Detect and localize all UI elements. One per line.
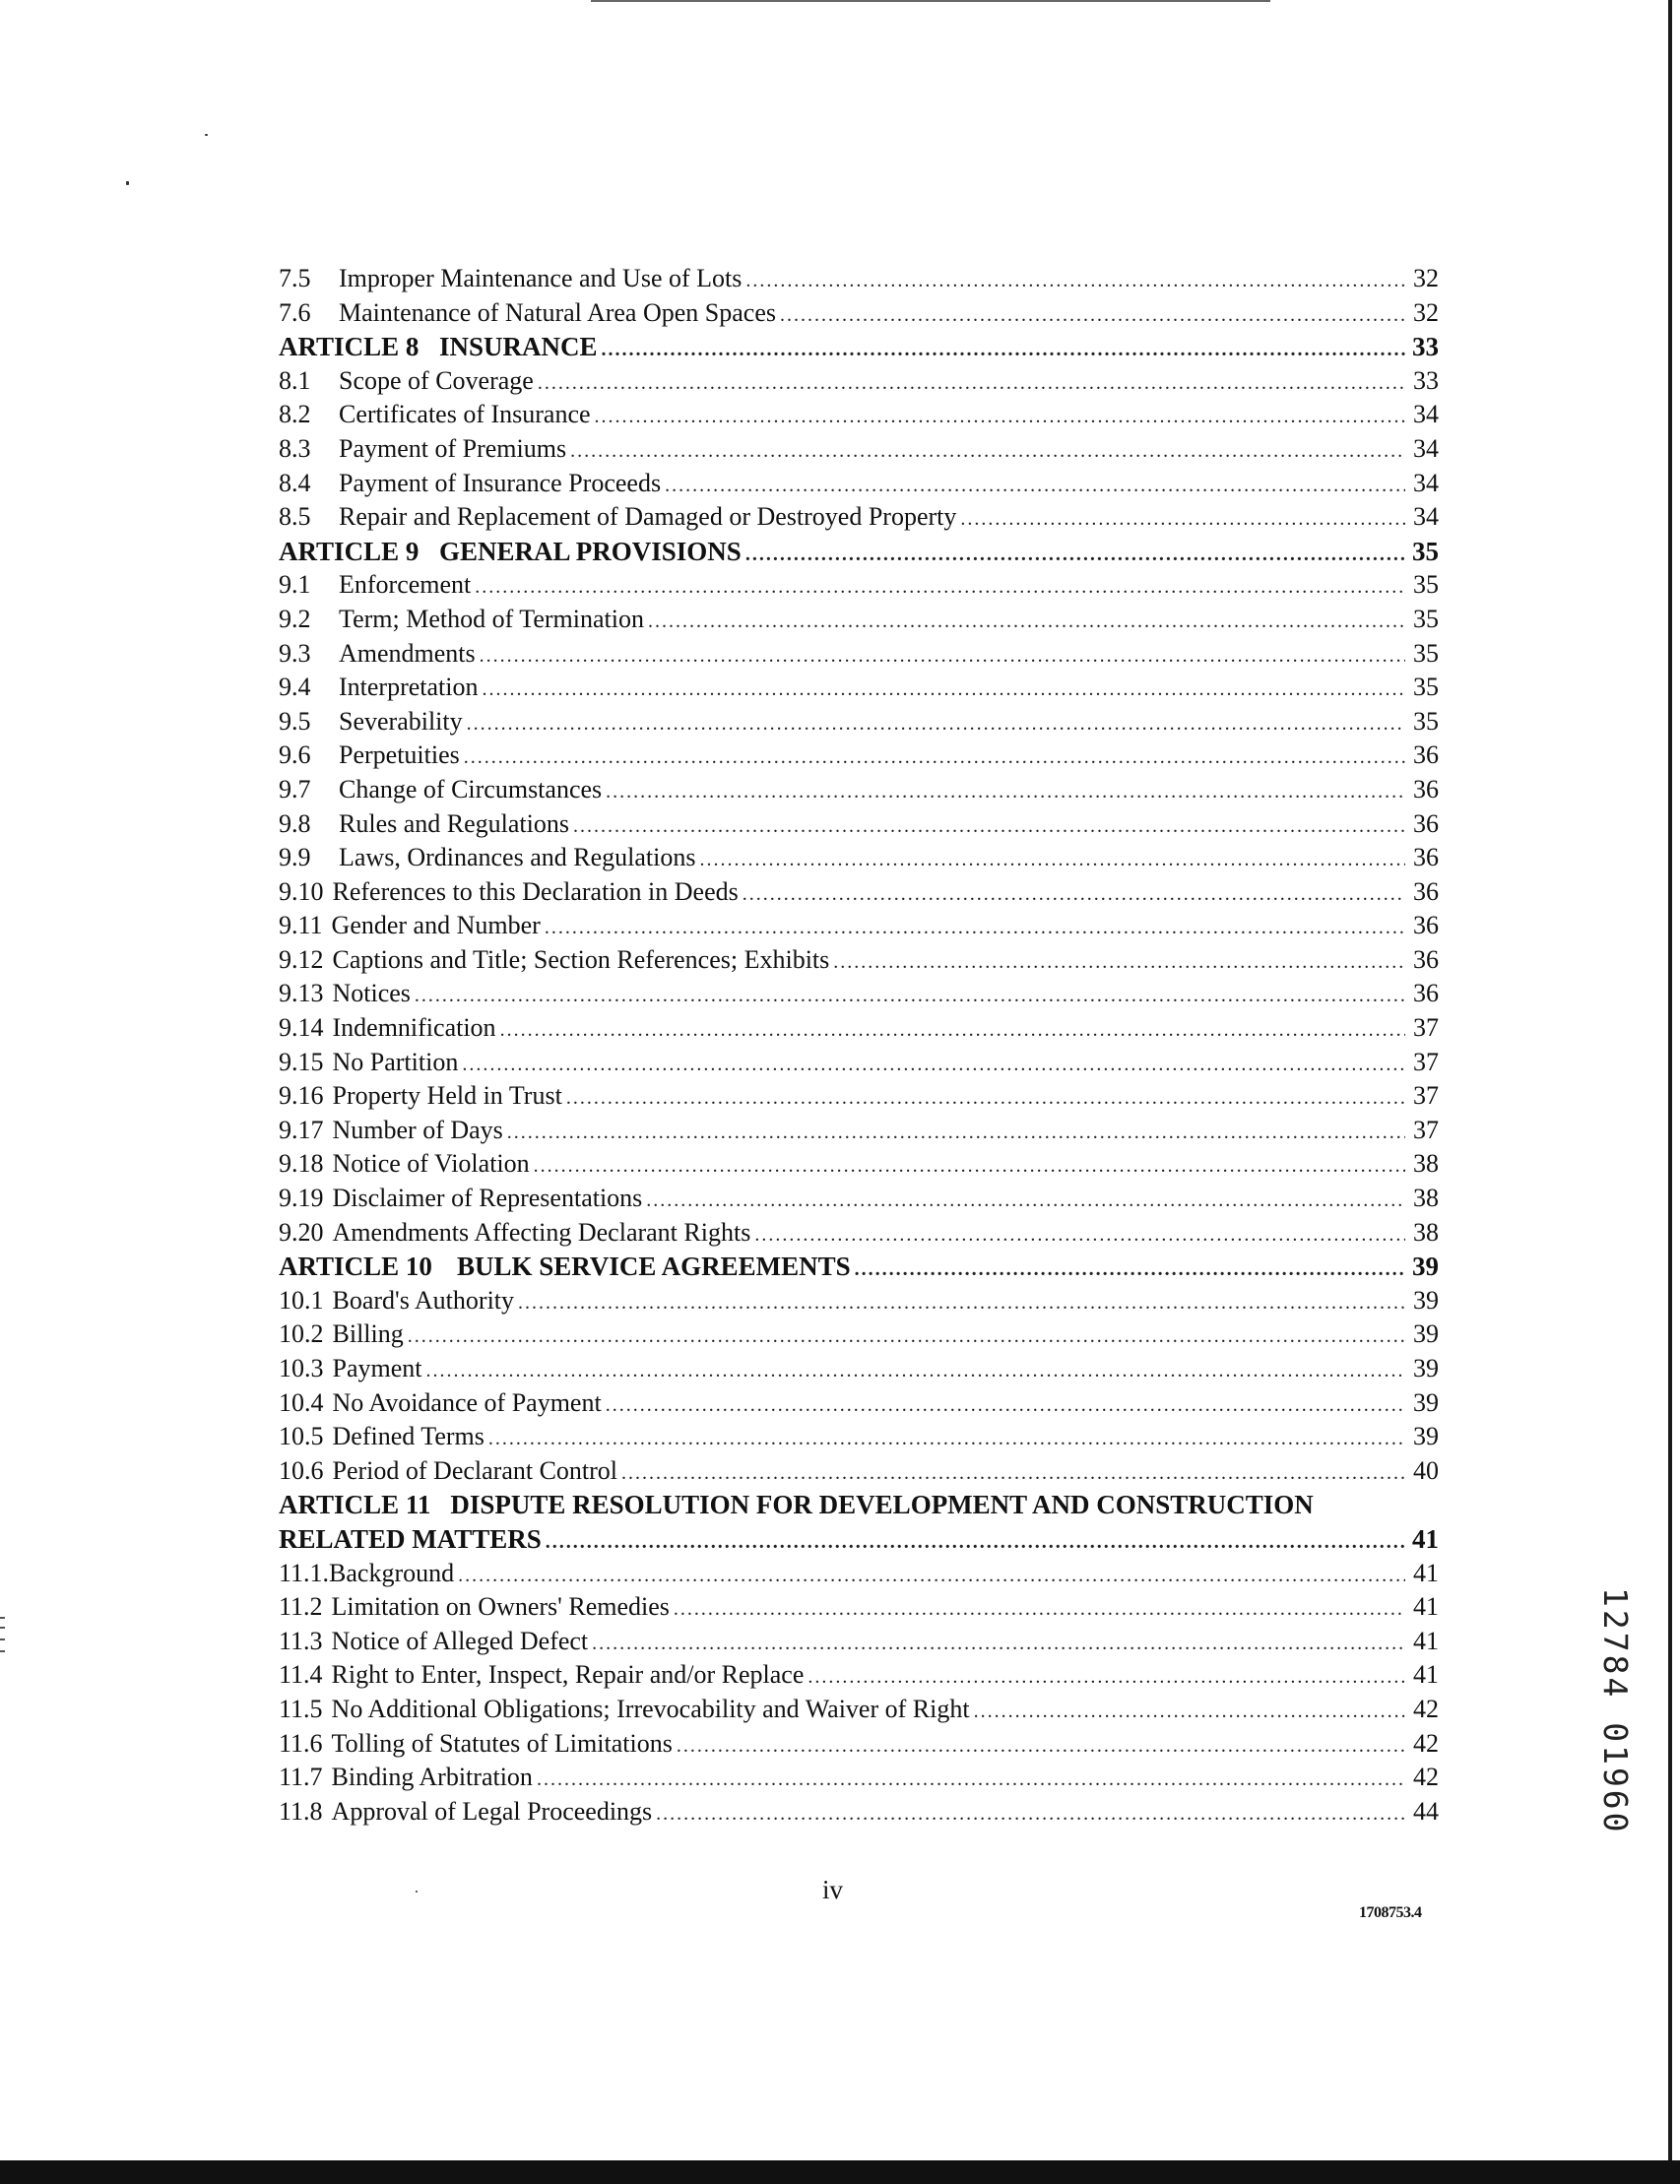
dot-leader [808,1660,1405,1695]
margin-stamp-text: 12784 01960 [1596,1587,1635,1835]
toc-entry-title: Defined Terms [332,1422,485,1451]
toc-entry [279,1216,1439,1251]
dot-leader [745,538,1405,572]
toc-entry-number: 9.11 [279,911,323,940]
toc-entry [279,1557,1439,1591]
scan-right-edge [1668,0,1672,2184]
dot-leader [483,673,1406,707]
toc-entry [279,467,1439,501]
toc-entry-page: 38 [1413,1184,1439,1213]
toc-entry-title: Term; Method of Termination [339,604,644,633]
dot-leader [426,1354,1406,1388]
toc-entry-page: 41 [1413,1592,1439,1622]
toc-entry [279,1454,1439,1489]
toc-entry-page: 33 [1413,365,1439,395]
dot-leader [538,366,1405,401]
toc-entry-number: 7.6 [279,297,311,327]
dot-leader [855,1253,1405,1287]
toc-entry-number: 9.19 [279,1184,324,1213]
toc-entry [279,1147,1439,1182]
dot-leader [592,1627,1405,1661]
toc-entry-title: Amendments Affecting Declarant Rights [332,1217,751,1247]
toc-entry-title: References to this Declaration in Deeds [332,876,739,906]
dot-leader [960,502,1405,537]
toc-entry-title: Gender and Number [331,911,541,940]
dot-leader [500,1013,1405,1048]
toc-article-title-continued: RELATED MATTERS [279,1523,542,1554]
toc-entry-title: Indemnification [332,1013,496,1043]
toc-article-heading [279,1250,1439,1284]
toc-entry [279,568,1439,603]
toc-entry [279,841,1439,875]
toc-entry [279,705,1439,739]
toc-article-title: DISPUTE RESOLUTION FOR DEVELOPMENT AND CONSTRUCTION [450,1490,1314,1520]
toc-entry [279,1317,1439,1352]
toc-entry-number: 9.14 [279,1013,324,1043]
toc-entry [279,1386,1439,1421]
dot-leader [780,298,1405,333]
toc-article-heading [279,535,1439,569]
toc-entry-page: 38 [1413,1217,1439,1247]
toc-entry-title: Right to Enter, Inspect, Repair and/or Replace [331,1660,805,1690]
toc-entry-title: Enforcement [339,570,472,600]
toc-entry-page: 36 [1413,774,1439,803]
toc-entry-page: 37 [1413,1047,1439,1076]
toc-entry-page: 32 [1413,264,1439,292]
toc-entry [279,1625,1439,1659]
toc-article-heading [279,330,1439,364]
toc-article-title: INSURANCE [439,332,598,362]
toc-article-number: ARTICLE 11 [279,1490,431,1520]
toc-entry-number: 11.7 [279,1763,323,1792]
toc-article-number: ARTICLE 8 [279,332,420,362]
toc-entry-title: No Additional Obligations; Irrevocability and Waiver of Right [331,1694,970,1723]
toc-entry [279,671,1439,705]
toc-entry-number: 9.1 [279,570,311,600]
toc-entry-page: 42 [1413,1763,1439,1792]
toc-entry-page: 38 [1413,1149,1439,1179]
dot-leader [974,1695,1405,1729]
toc-entry-number: 11.8 [279,1796,323,1826]
toc-article-page: 35 [1412,536,1439,566]
toc-entry-number: 7.5 [279,264,311,292]
toc-entry-title: Amendments [339,638,476,668]
toc-entry-number: 10.5 [279,1422,324,1451]
toc-article-title: BULK SERVICE AGREEMENTS [457,1252,851,1282]
dot-leader [754,1218,1405,1253]
toc-entry-title: Property Held in Trust [332,1081,562,1111]
toc-entry-page: 41 [1413,1660,1439,1690]
toc-entry-page: 34 [1413,502,1439,532]
toc-entry-page: 36 [1413,979,1439,1008]
dot-leader [467,707,1405,741]
toc-entry-title: No Avoidance of Payment [332,1387,602,1417]
toc-entry-page: 39 [1413,1387,1439,1417]
toc-entry-number: 9.18 [279,1149,324,1179]
toc-entry-number: 10.2 [279,1319,324,1349]
scan-top-edge [591,0,1270,2]
toc-entry-title: Notice of Violation [332,1149,530,1179]
toc-entry-title: Binding Arbitration [331,1763,533,1792]
toc-entry [279,296,1439,331]
toc-entry-number: 11.2 [279,1592,323,1622]
toc-entry [279,773,1439,807]
toc-article-page: 41 [1412,1523,1439,1554]
toc-entry-number: 8.3 [279,433,311,463]
scan-margin-mark [0,1617,5,1619]
scan-speck [126,181,129,185]
scan-bottom-edge [0,2160,1680,2184]
toc-entry-page: 40 [1413,1455,1439,1485]
toc-entry-page: 37 [1413,1081,1439,1111]
toc-entry [279,977,1439,1011]
toc-entry [279,1761,1439,1795]
toc-entry-number: 9.7 [279,774,311,803]
toc-entry-page: 39 [1413,1422,1439,1451]
toc-entry-title: Laws, Ordinances and Regulations [339,843,696,872]
toc-entry-page: 36 [1413,944,1439,974]
toc-entry-number: 9.4 [279,673,311,702]
toc-entry-page: 36 [1413,876,1439,906]
toc-entry-page: 34 [1413,400,1439,429]
dot-leader [745,264,1405,298]
scan-speck [205,134,208,136]
dot-leader [674,1592,1405,1627]
toc-entry-page: 41 [1413,1626,1439,1655]
dot-leader [648,605,1405,639]
toc-entry-number: 9.12 [279,944,324,974]
dot-leader [458,1559,1405,1593]
dot-leader [462,1048,1405,1082]
toc-entry-number: 11.5 [279,1694,323,1723]
toc-entry-number: 10.6 [279,1455,324,1485]
toc-entry-number: 10.3 [279,1354,324,1382]
toc-entry-title: Background [329,1558,455,1587]
toc-entry-number: 9.9 [279,843,311,872]
toc-entry-number: 9.6 [279,740,311,770]
toc-entry-title: Notices [332,979,411,1008]
toc-article-page: 33 [1412,332,1439,362]
margin-stamp [1595,1587,1635,1843]
toc-entry-number: 8.1 [279,365,311,395]
dot-leader [606,775,1405,809]
dot-leader [415,979,1405,1013]
toc-entry [279,1182,1439,1216]
toc-entry [279,943,1439,978]
dot-leader [656,1797,1405,1831]
toc-entry-page: 36 [1413,843,1439,872]
toc-entry-page: 35 [1413,638,1439,668]
toc-entry-title: Payment [332,1354,422,1382]
toc-entry-number: 9.10 [279,876,324,906]
dot-leader [464,740,1405,775]
toc-entry-page: 35 [1413,604,1439,633]
toc-entry-title: Maintenance of Natural Area Open Spaces [339,297,776,327]
toc-article-number: ARTICLE 9 [279,536,420,566]
toc-entry [279,1727,1439,1762]
toc-entry-title: Captions and Title; Section References; Exhibits [332,944,830,974]
toc-entry-title: Board's Authority [332,1285,515,1315]
toc-entry-number: 9.5 [279,706,311,736]
toc-entry-page: 37 [1413,1013,1439,1043]
toc-article-heading-continued [279,1522,1439,1557]
toc-entry-page: 36 [1413,911,1439,940]
toc-article-number: ARTICLE 10 [279,1252,432,1282]
dot-leader [475,570,1405,605]
dot-leader [545,911,1405,945]
toc-entry-page: 34 [1413,468,1439,497]
dot-leader [570,434,1405,469]
toc-entry [279,364,1439,399]
toc-entry-title: Limitation on Owners' Remedies [331,1592,670,1622]
toc-entry-title: Billing [332,1319,404,1349]
dot-leader [621,1456,1405,1491]
toc-entry [279,1795,1439,1830]
toc-entry-title: Interpretation [339,673,479,702]
toc-entry-title: Disclaimer of Representations [332,1184,643,1213]
toc-entry [279,1352,1439,1386]
toc-entry-page: 34 [1413,433,1439,463]
toc-entry [279,1420,1439,1454]
toc-entry [279,739,1439,773]
toc-entry-title: Change of Circumstances [339,774,603,803]
toc-entry-number: 9.8 [279,808,311,838]
toc-entry-title: Certificates of Insurance [339,400,591,429]
toc-article-page: 39 [1412,1252,1439,1282]
toc-entry-title: Number of Days [332,1115,503,1144]
dot-leader [488,1422,1405,1456]
toc-entry-number: 10.4 [279,1387,324,1417]
toc-entry [279,1658,1439,1693]
toc-entry [279,1284,1439,1318]
toc-entry-page: 36 [1413,808,1439,838]
toc-entry-number: 11.6 [279,1728,323,1758]
toc-entry-number: 9.16 [279,1081,324,1111]
toc-entry-number: 11.4 [279,1660,323,1690]
toc-entry [279,875,1439,910]
toc-entry-title: Repair and Replacement of Damaged or Destroyed Property [339,502,957,532]
toc-entry-number: 9.13 [279,979,324,1008]
dot-leader [595,400,1405,434]
toc-entry [279,1693,1439,1727]
toc-entry [279,1590,1439,1625]
scan-margin-mark [0,1650,5,1652]
toc-entry [279,637,1439,672]
toc-entry-title: Payment of Insurance Proceeds [339,468,662,497]
toc-entry-page: 37 [1413,1115,1439,1144]
toc-entry [279,1046,1439,1080]
toc-entry-page: 35 [1413,706,1439,736]
dot-leader [646,1184,1405,1218]
toc-entry [279,500,1439,535]
toc-entry [279,1079,1439,1114]
dot-leader [743,877,1405,912]
toc-entry-page: 42 [1413,1728,1439,1758]
dot-leader [534,1149,1405,1184]
toc-entry-title: Improper Maintenance and Use of Lots [339,264,743,292]
toc-article-heading [279,1488,1439,1522]
toc-entry-number: 11.3 [279,1626,323,1655]
dot-leader [408,1319,1405,1354]
toc-entry [279,398,1439,432]
toc-entry-title: Severability [339,706,463,736]
toc-entry-number: 9.3 [279,638,311,668]
toc-entry-title: Rules and Regulations [339,808,569,838]
toc-entry-number: 8.2 [279,400,311,429]
scan-margin-mark [0,1627,5,1629]
dot-leader [606,1388,1405,1423]
dot-leader [699,843,1405,877]
toc-entry-number: 9.2 [279,604,311,633]
toc-entry-title: Payment of Premiums [339,433,567,463]
toc-entry-page: 32 [1413,297,1439,327]
toc-entry-title: Period of Declarant Control [332,1455,618,1485]
table-of-contents [279,262,1439,1829]
toc-entry [279,262,1439,296]
scan-speck [416,1891,418,1893]
toc-entry [279,807,1439,842]
toc-entry-title: No Partition [332,1047,459,1076]
toc-entry-number: 9.15 [279,1047,324,1076]
toc-entry-number: 10.1 [279,1285,324,1315]
toc-entry-page: 39 [1413,1285,1439,1315]
dot-leader [573,809,1405,844]
toc-entry-page: 35 [1413,673,1439,702]
toc-entry-number: 8.4 [279,468,311,497]
dot-leader [537,1763,1405,1797]
toc-entry [279,432,1439,467]
dot-leader [602,333,1405,367]
toc-entry-number: 9.20 [279,1217,324,1247]
dot-leader [665,469,1405,503]
document-id: 1708753.4 [1359,1904,1422,1921]
dot-leader [833,945,1405,980]
toc-entry-page: 42 [1413,1694,1439,1723]
toc-entry [279,909,1439,943]
toc-entry-number: 11.1. [279,1558,330,1587]
toc-entry-title: Approval of Legal Proceedings [331,1796,653,1826]
toc-entry-title: Scope of Coverage [339,365,534,395]
toc-entry [279,1011,1439,1046]
dot-leader [480,639,1405,674]
scan-margin-mark [0,1638,5,1640]
toc-entry-page: 36 [1413,740,1439,770]
toc-entry-page: 44 [1413,1796,1439,1826]
toc-entry-page: 39 [1413,1319,1439,1349]
toc-entry-number: 9.17 [279,1115,324,1144]
toc-article-title: GENERAL PROVISIONS [439,536,742,566]
toc-entry [279,603,1439,637]
dot-leader [566,1081,1405,1116]
dot-leader [507,1116,1405,1150]
toc-entry-number: 8.5 [279,502,311,532]
dot-leader [546,1525,1405,1560]
toc-entry-page: 39 [1413,1354,1439,1382]
toc-entry-title: Notice of Alleged Defect [331,1626,589,1655]
dot-leader [677,1729,1405,1764]
dot-leader [518,1286,1405,1320]
toc-entry-page: 35 [1413,570,1439,600]
toc-entry-page: 41 [1413,1558,1439,1587]
page-number: iv [822,1875,844,1904]
toc-entry [279,1114,1439,1148]
toc-entry-title: Perpetuities [339,740,460,770]
toc-entry-title: Tolling of Statutes of Limitations [331,1728,673,1758]
